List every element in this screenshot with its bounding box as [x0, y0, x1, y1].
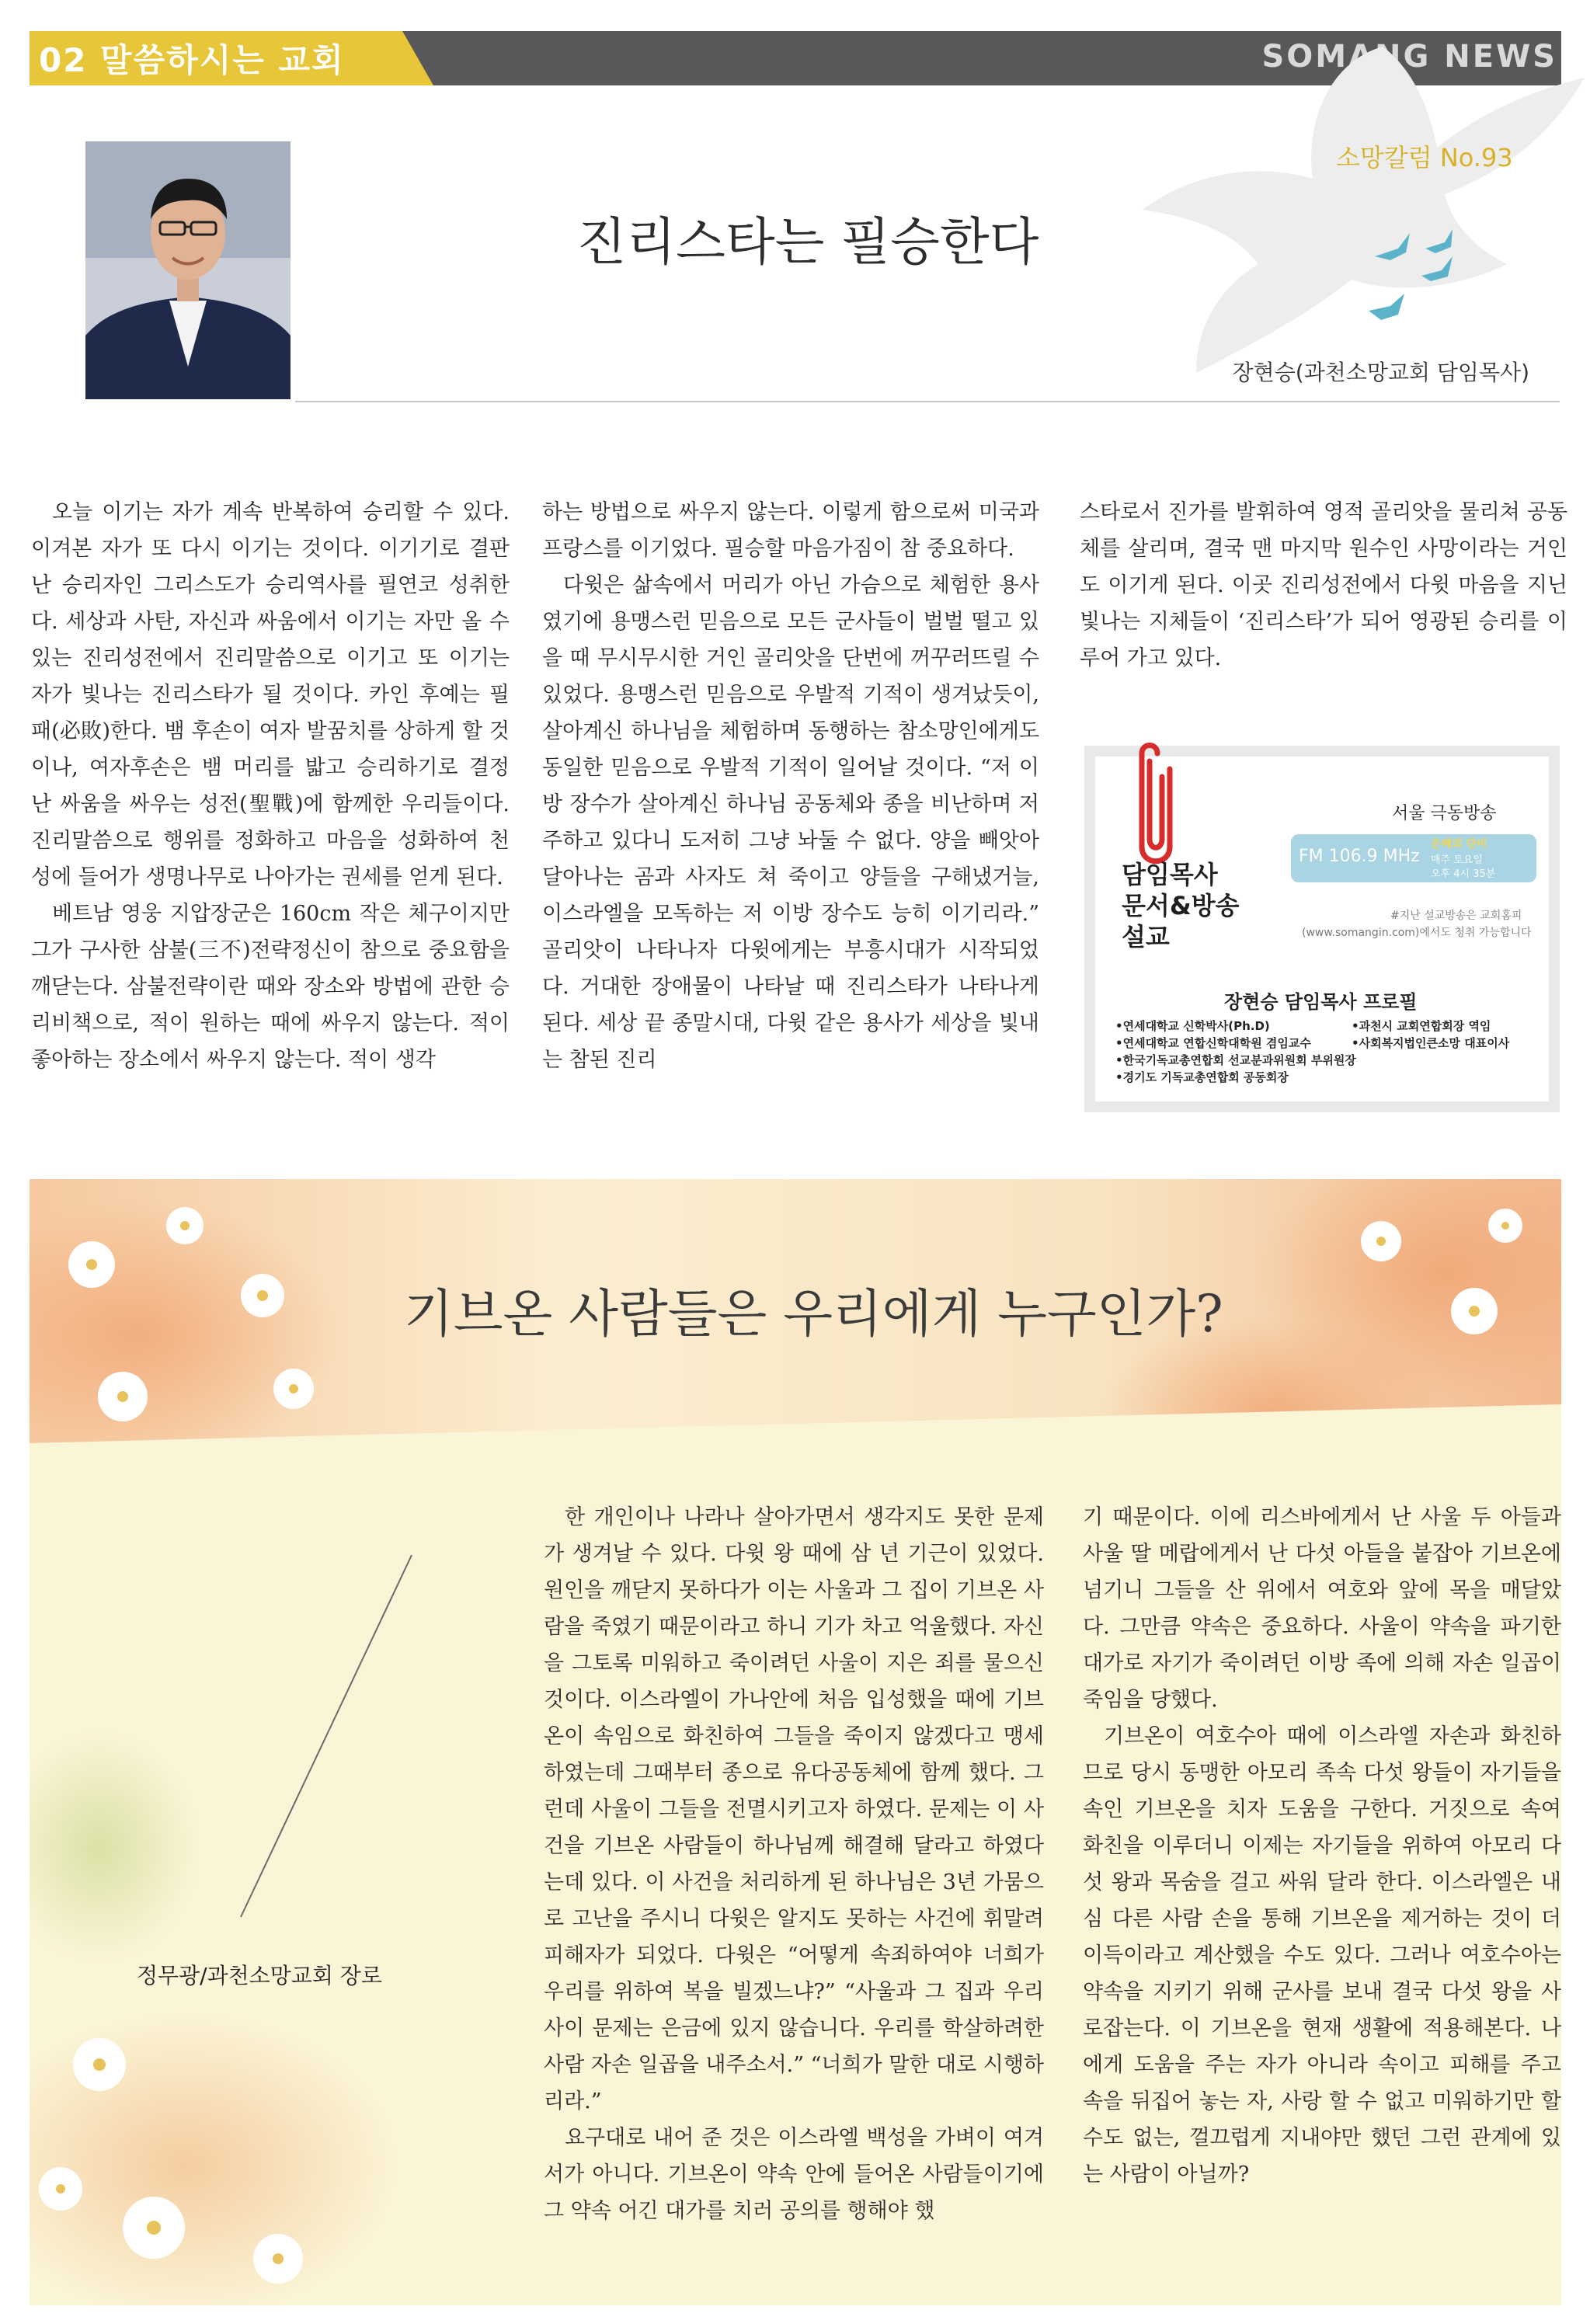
profile-item: •한국기독교총연합회 선교분과위원회 부위원장	[1115, 1053, 1356, 1067]
article-column-2	[542, 494, 1039, 1078]
paragraph: 기브온이 여호수아 때에 이스라엘 자손과 화친하므로 당시 동맹한 아모리 족속 다섯 왕들이 자기들을 속인 기브온을 치자 도움을 구한다. 거짓으로 속여 화친을 이루더니 이제는 자기들을 위하여 아모리 다섯 왕과 목숨을 걸고 싸워 달라 한다. 이스라엘은 내심 다른 사람 손을 통해 기브온을 제거하는 것이 더 이득이라고 계산했을 수도 있다. 그러나 여호수아는 약속을 지키기 위해 군사를 보내 결국 다섯 왕을 사로잡는다. 이 기브온을 현재 생활에 적용해본다. 나에게 도움을 주는 자가 아니라 속이고 피해를 주고 속을 뒤집어 놓는 자, 사랑 할 수 없고 미워하기만 할 수도 없는, 껄끄럽게 지내야만 했던 그런 관계에 있는 사람이 아닐까?	[1083, 1724, 1561, 2187]
divider	[295, 401, 1560, 402]
fm-frequency: FM 106.9 MHz	[1299, 847, 1420, 866]
card-note: #지난 설교방송은 교회홈피	[1390, 910, 1522, 922]
profile-item: •연세대학교 연합신학대학원 겸임교수	[1115, 1036, 1311, 1050]
station-name: 서울 극동방송	[1392, 804, 1497, 823]
card-title	[1122, 859, 1240, 952]
paragraph: 베트남 영웅 지압장군은 160cm 작은 체구이지만 그가 구사한 삼불(三不)전략정신이 참으로 중요함을 깨닫는다. 삼불전략이란 때와 장소와 방법에 관한 승리비책으로, 적이 원하는 때에 싸우지 않는다. 적이 좋아하는 장소에서 싸우지 않는다. 적이 생각	[31, 902, 510, 1072]
section-label: 02 말씀하시는 교회	[39, 41, 345, 79]
article-byline: 정무광/과천소망교회 장로	[137, 1963, 382, 1988]
card-title-line: 담임목사	[1122, 860, 1218, 889]
profile-item: •경기도 기독교총연합회 공동회장	[1115, 1070, 1289, 1084]
paragraph: 기 때문이다. 이에 리스바에게서 난 사울 두 아들과 사울 딸 메랍에게서 난 다섯 아들을 붙잡아 기브온에 넘기니 그들을 산 위에서 여호와 앞에 목을 매달았다. 그만큼 약속은 중요하다. 사울이 약속을 파기한 대가로 자기가 죽이려던 이방 족에 의해 자손 일곱이 죽임을 당했다.	[1083, 1505, 1561, 1712]
fm-day: 매주 토요일	[1431, 854, 1483, 866]
fm-time: 오후 4시 35분	[1431, 868, 1496, 880]
profile-item: •연세대학교 신학박사(Ph.D)	[1115, 1019, 1270, 1033]
column-number: 소망칼럼 No.93	[1336, 143, 1513, 172]
paragraph: 하는 방법으로 싸우지 않는다. 이렇게 함으로써 미국과 프랑스를 이기었다. 필승할 마음가짐이 참 중요하다.	[542, 500, 1039, 561]
profile-item: •사회복지법인큰소망 대표이사	[1352, 1036, 1510, 1050]
paragraph: 요구대로 내어 준 것은 이스라엘 백성을 가벼이 여겨서가 아니다. 기브온이 약속 안에 들어온 사람들이기에 그 약속 어긴 대가를 치러 공의를 행해야 했	[544, 2126, 1044, 2223]
article-column-3	[1080, 494, 1567, 677]
paragraph: 오늘 이기는 자가 계속 반복하여 승리할 수 있다. 이겨본 자가 또 다시 이기는 것이다. 이기기로 결판 난 승리자인 그리스도가 승리역사를 필연코 성취한다. 세상과 사탄, 자신과 싸움에서 이기는 자만 올 수 있는 진리성전에서 진리말씀으로 이기고 또 이기는 자가 빛나는 진리스타가 될 것이다. 카인 후예는 필패(必敗)한다. 뱀 후손이 여자 발꿈치를 상하게 할 것이나, 여자후손은 뱀 머리를 밟고 승리하기로 결정 난 싸움을 싸우는 성전(聖戰)에 함께한 우리들이다. 진리말씀으로 행위를 정화하고 마음을 성화하여 천성에 들어가 생명나무로 나아가는 권세를 얻게 된다.	[31, 500, 510, 889]
paperclip-icon	[1119, 738, 1181, 878]
decorative-line	[233, 1553, 419, 1919]
article-column-1	[544, 1499, 1044, 2229]
card-note: (www.somangin.com)에서도 청취 가능합니다	[1302, 927, 1532, 939]
paragraph: 다윗은 삶속에서 머리가 아닌 가슴으로 체험한 용사였기에 용맹스런 믿음으로 모든 군사들이 벌벌 떨고 있을 때 무시무시한 거인 골리앗을 단번에 꺼꾸러뜨릴 수 있었다. 용맹스런 믿음으로 우발적 기적이 생겨났듯이, 살아계신 하나님을 체험하며 동행하는 참소망인에게도 동일한 믿음으로 우발적 기적이 일어날 것이다. “저 이방 장수가 살아계신 하나님 공동체와 종을 비난하며 저주하고 있다니 도저히 그냥 놔둘 수 없다. 양을 빼앗아 달아나는 곰과 사자도 쳐 죽이고 양들을 구해냈거늘, 이스라엘을 모독하는 저 이방 장수도 능히 이기리라.” 골리앗이 나타나자 다윗에게는 부흥시대가 시작되었다. 거대한 장애물이 나타날 때 진리스타가 나타나게 된다. 세상 끝 종말시대, 다윗 같은 용사가 세상을 빛내는 참된 진리	[542, 573, 1039, 1072]
article-column-2	[1083, 1499, 1561, 2193]
article-title: 기브온 사람들은 우리에게 누구인가?	[404, 1284, 1223, 1344]
profile-title: 장현승 담임목사 프로필	[1224, 991, 1418, 1013]
article-column-1	[31, 494, 510, 1078]
card-title-line: 문서&방송	[1122, 891, 1240, 920]
article-byline: 장현승(과천소망교회 담임목사)	[1232, 360, 1529, 385]
paragraph: 스타로서 진가를 발휘하여 영적 골리앗을 물리쳐 공동체를 살리며, 결국 맨 마지막 원수인 사망이라는 거인도 이기게 된다. 이곳 진리성전에서 다윗 마음을 지닌 빛나는 지체들이 ‘진리스타’가 되어 영광된 승리를 이루어 가고 있다.	[1080, 500, 1567, 670]
article-title: 진리스타는 필승한다	[576, 212, 1039, 272]
card-title-line: 설교	[1122, 922, 1170, 952]
bird-icon	[1367, 225, 1468, 342]
profile-item: •과천시 교회연합회장 역임	[1352, 1019, 1491, 1033]
fm-program: 은혜의 단비	[1431, 838, 1487, 851]
brand-logo: SOMANG NEWS	[1261, 39, 1557, 75]
author-photo	[85, 141, 291, 399]
paragraph: 한 개인이나 나라나 살아가면서 생각지도 못한 문제가 생겨날 수 있다. 다윗 왕 때에 삼 년 기근이 있었다. 원인을 깨닫지 못하다가 이는 사울과 그 집이 기브온 사람을 죽였기 때문이라고 하니 기가 차고 억울했다. 자신을 그토록 미워하고 죽이려던 사울이 지은 죄를 물으신 것이다. 이스라엘이 가나안에 처음 입성했을 때에 기브온이 속임으로 화친하여 그들을 죽이지 않겠다고 맹세하였는데 그때부터 종으로 유다공동체에 함께 했다. 그런데 사울이 그들을 전멸시키고자 하였다. 문제는 이 사건을 기브온 사람들이 하나님께 해결해 달라고 하였다는데 있다. 이 사건을 처리하게 된 하나님은 3년 가뭄으로 고난을 주시니 다윗은 알지도 못하는 사건에 휘말려 피해자가 되었다. 다윗은 “어떻게 속죄하여야 너희가 우리를 위하여 복을 빌겠느냐?” “사울과 그 집과 우리 사이 문제는 은금에 있지 않습니다. 우리를 학살하려한 사람 자손 일곱을 내주소서.” “너희가 말한 대로 시행하리라.”	[544, 1505, 1044, 2114]
